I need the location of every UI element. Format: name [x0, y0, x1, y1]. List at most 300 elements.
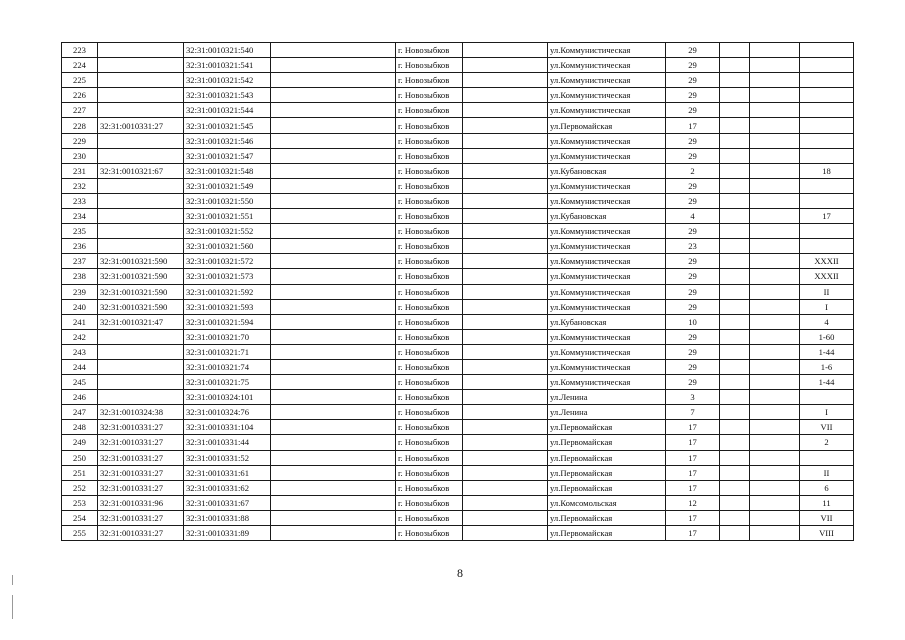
table-row	[62, 148, 854, 163]
cell-empty	[720, 73, 750, 88]
cell-city: г. Новозыбков	[396, 163, 463, 178]
cell-empty	[271, 178, 396, 193]
cell-street: ул.Коммунистическая	[548, 193, 666, 208]
cell-city: г. Новозыбков	[396, 510, 463, 525]
cell-number: 253	[62, 495, 98, 510]
cell-empty	[750, 254, 800, 269]
cell-empty	[750, 450, 800, 465]
cell-number: 237	[62, 254, 98, 269]
cell-parcel-cadastral	[98, 178, 184, 193]
cell-street: ул.Коммунистическая	[548, 133, 666, 148]
cell-empty	[271, 103, 396, 118]
cell-house: 29	[666, 269, 720, 284]
cell-parcel-cadastral	[98, 329, 184, 344]
cell-house: 4	[666, 209, 720, 224]
table-row	[62, 133, 854, 148]
cell-empty	[463, 254, 548, 269]
cell-apartment: 11	[800, 495, 854, 510]
cell-parcel-cadastral: 32:31:0010331:27	[98, 480, 184, 495]
cell-empty	[463, 103, 548, 118]
cell-city: г. Новозыбков	[396, 329, 463, 344]
cell-object-cadastral: 32:31:0010321:594	[184, 314, 271, 329]
cell-empty	[271, 43, 396, 58]
cell-empty	[720, 148, 750, 163]
cell-empty	[750, 359, 800, 374]
cell-street: ул.Первомайская	[548, 435, 666, 450]
cell-object-cadastral: 32:31:0010331:88	[184, 510, 271, 525]
cell-apartment	[800, 103, 854, 118]
cell-object-cadastral: 32:31:0010321:592	[184, 284, 271, 299]
cell-city: г. Новозыбков	[396, 450, 463, 465]
cell-apartment	[800, 118, 854, 133]
cell-house: 17	[666, 420, 720, 435]
cell-empty	[720, 435, 750, 450]
cell-street: ул.Первомайская	[548, 480, 666, 495]
table-row	[62, 58, 854, 73]
cell-number: 241	[62, 314, 98, 329]
cell-number: 234	[62, 209, 98, 224]
cell-empty	[271, 254, 396, 269]
cell-city: г. Новозыбков	[396, 118, 463, 133]
cell-parcel-cadastral	[98, 375, 184, 390]
cell-empty	[463, 344, 548, 359]
cell-object-cadastral: 32:31:0010321:542	[184, 73, 271, 88]
cell-object-cadastral: 32:31:0010321:75	[184, 375, 271, 390]
page-number: 8	[457, 566, 463, 580]
cell-house: 29	[666, 254, 720, 269]
cell-empty	[750, 239, 800, 254]
cell-object-cadastral: 32:31:0010321:573	[184, 269, 271, 284]
cell-object-cadastral: 32:31:0010321:548	[184, 163, 271, 178]
cell-empty	[750, 329, 800, 344]
cell-empty	[463, 435, 548, 450]
cell-house: 29	[666, 58, 720, 73]
cell-empty	[271, 88, 396, 103]
cell-city: г. Новозыбков	[396, 88, 463, 103]
cell-street: ул.Коммунистическая	[548, 344, 666, 359]
cell-number: 244	[62, 359, 98, 374]
cell-empty	[463, 148, 548, 163]
cell-apartment	[800, 58, 854, 73]
cell-empty	[271, 58, 396, 73]
table-row	[62, 239, 854, 254]
cell-object-cadastral: 32:31:0010321:540	[184, 43, 271, 58]
cell-parcel-cadastral: 32:31:0010321:590	[98, 299, 184, 314]
cell-number: 223	[62, 43, 98, 58]
cell-street: ул.Коммунистическая	[548, 148, 666, 163]
cell-empty	[720, 510, 750, 525]
cell-city: г. Новозыбков	[396, 375, 463, 390]
cell-house: 17	[666, 118, 720, 133]
cell-city: г. Новозыбков	[396, 495, 463, 510]
cell-number: 240	[62, 299, 98, 314]
cell-street: ул.Ленина	[548, 390, 666, 405]
cell-empty	[720, 284, 750, 299]
cell-city: г. Новозыбков	[396, 435, 463, 450]
cell-city: г. Новозыбков	[396, 239, 463, 254]
cell-apartment: 1-44	[800, 344, 854, 359]
cell-apartment	[800, 224, 854, 239]
cell-apartment: 4	[800, 314, 854, 329]
cell-house: 29	[666, 133, 720, 148]
cell-parcel-cadastral	[98, 209, 184, 224]
cell-object-cadastral: 32:31:0010331:67	[184, 495, 271, 510]
cell-city: г. Новозыбков	[396, 178, 463, 193]
table-row	[62, 178, 854, 193]
cell-empty	[720, 209, 750, 224]
cell-parcel-cadastral: 32:31:0010321:590	[98, 254, 184, 269]
cell-object-cadastral: 32:31:0010321:550	[184, 193, 271, 208]
cell-city: г. Новозыбков	[396, 209, 463, 224]
cell-empty	[271, 420, 396, 435]
cell-street: ул.Коммунистическая	[548, 359, 666, 374]
cell-empty	[463, 359, 548, 374]
cell-street: ул.Кубановская	[548, 209, 666, 224]
cell-empty	[271, 224, 396, 239]
cell-apartment: VII	[800, 510, 854, 525]
cell-empty	[463, 480, 548, 495]
cell-street: ул.Коммунистическая	[548, 299, 666, 314]
cell-number: 242	[62, 329, 98, 344]
cell-empty	[271, 193, 396, 208]
cell-city: г. Новозыбков	[396, 480, 463, 495]
cell-house: 29	[666, 344, 720, 359]
cell-empty	[271, 344, 396, 359]
cell-apartment: 6	[800, 480, 854, 495]
cell-street: ул.Коммунистическая	[548, 73, 666, 88]
cell-number: 228	[62, 118, 98, 133]
cell-house: 17	[666, 465, 720, 480]
table-row	[62, 118, 854, 133]
cell-object-cadastral: 32:31:0010321:70	[184, 329, 271, 344]
cell-empty	[463, 133, 548, 148]
register-body	[62, 43, 854, 541]
cell-empty	[463, 329, 548, 344]
cell-empty	[720, 133, 750, 148]
cell-city: г. Новозыбков	[396, 299, 463, 314]
cell-parcel-cadastral	[98, 224, 184, 239]
cell-empty	[463, 163, 548, 178]
cell-house: 29	[666, 359, 720, 374]
cell-apartment: 17	[800, 209, 854, 224]
cell-apartment	[800, 88, 854, 103]
cell-house: 10	[666, 314, 720, 329]
cell-object-cadastral: 32:31:0010331:44	[184, 435, 271, 450]
cell-house: 29	[666, 43, 720, 58]
cell-empty	[271, 510, 396, 525]
cell-object-cadastral: 32:31:0010331:104	[184, 420, 271, 435]
cell-empty	[720, 344, 750, 359]
cell-empty	[271, 480, 396, 495]
table-row	[62, 314, 854, 329]
cell-empty	[750, 43, 800, 58]
cell-empty	[720, 224, 750, 239]
cell-house: 29	[666, 88, 720, 103]
cell-empty	[750, 526, 800, 541]
cell-empty	[463, 299, 548, 314]
cell-number: 255	[62, 526, 98, 541]
cell-object-cadastral: 32:31:0010321:541	[184, 58, 271, 73]
cell-object-cadastral: 32:31:0010321:543	[184, 88, 271, 103]
cell-apartment	[800, 43, 854, 58]
cell-street: ул.Коммунистическая	[548, 178, 666, 193]
cell-empty	[720, 450, 750, 465]
cell-street: ул.Кубановская	[548, 163, 666, 178]
table-row	[62, 43, 854, 58]
cell-city: г. Новозыбков	[396, 103, 463, 118]
cell-empty	[750, 465, 800, 480]
cell-empty	[271, 450, 396, 465]
cell-object-cadastral: 32:31:0010321:546	[184, 133, 271, 148]
cell-apartment	[800, 390, 854, 405]
cell-street: ул.Коммунистическая	[548, 88, 666, 103]
cell-empty	[463, 269, 548, 284]
cell-empty	[720, 359, 750, 374]
cell-object-cadastral: 32:31:0010321:545	[184, 118, 271, 133]
cell-city: г. Новозыбков	[396, 344, 463, 359]
cell-apartment: I	[800, 299, 854, 314]
cell-parcel-cadastral: 32:31:0010331:27	[98, 465, 184, 480]
cell-empty	[750, 510, 800, 525]
cell-empty	[750, 344, 800, 359]
cell-house: 29	[666, 329, 720, 344]
cell-empty	[463, 118, 548, 133]
cell-house: 29	[666, 284, 720, 299]
cell-apartment: 1-6	[800, 359, 854, 374]
cell-city: г. Новозыбков	[396, 465, 463, 480]
cell-city: г. Новозыбков	[396, 359, 463, 374]
cell-empty	[750, 314, 800, 329]
cell-number: 225	[62, 73, 98, 88]
cell-house: 17	[666, 526, 720, 541]
cell-object-cadastral: 32:31:0010321:572	[184, 254, 271, 269]
cell-parcel-cadastral: 32:31:0010324:38	[98, 405, 184, 420]
cell-parcel-cadastral: 32:31:0010331:27	[98, 420, 184, 435]
cell-empty	[271, 314, 396, 329]
cell-empty	[720, 299, 750, 314]
cell-apartment	[800, 178, 854, 193]
cell-apartment: VII	[800, 420, 854, 435]
cell-parcel-cadastral: 32:31:0010321:590	[98, 269, 184, 284]
cell-empty	[463, 510, 548, 525]
table-row	[62, 163, 854, 178]
cell-street: ул.Первомайская	[548, 465, 666, 480]
cell-city: г. Новозыбков	[396, 254, 463, 269]
table-row	[62, 299, 854, 314]
cell-parcel-cadastral	[98, 133, 184, 148]
cell-empty	[271, 465, 396, 480]
cell-object-cadastral: 32:31:0010321:549	[184, 178, 271, 193]
table-row	[62, 269, 854, 284]
cell-empty	[720, 390, 750, 405]
cell-house: 29	[666, 375, 720, 390]
cell-street: ул.Первомайская	[548, 510, 666, 525]
cell-object-cadastral: 32:31:0010321:71	[184, 344, 271, 359]
cell-parcel-cadastral	[98, 239, 184, 254]
cell-empty	[750, 163, 800, 178]
cell-object-cadastral: 32:31:0010324:76	[184, 405, 271, 420]
table-row	[62, 344, 854, 359]
table-row	[62, 359, 854, 374]
table-row	[62, 209, 854, 224]
cell-empty	[750, 148, 800, 163]
table-row	[62, 526, 854, 541]
cell-parcel-cadastral	[98, 359, 184, 374]
cell-number: 227	[62, 103, 98, 118]
cell-house: 17	[666, 510, 720, 525]
cell-empty	[463, 405, 548, 420]
cell-empty	[750, 299, 800, 314]
cell-empty	[463, 58, 548, 73]
cell-city: г. Новозыбков	[396, 526, 463, 541]
cell-parcel-cadastral	[98, 344, 184, 359]
table-row	[62, 329, 854, 344]
cell-empty	[463, 73, 548, 88]
cell-empty	[463, 284, 548, 299]
cell-parcel-cadastral: 32:31:0010331:27	[98, 118, 184, 133]
cell-house: 29	[666, 148, 720, 163]
table-row	[62, 375, 854, 390]
cell-empty	[720, 178, 750, 193]
cell-apartment: 18	[800, 163, 854, 178]
cell-number: 252	[62, 480, 98, 495]
cell-number: 247	[62, 405, 98, 420]
cell-empty	[271, 390, 396, 405]
cell-empty	[271, 269, 396, 284]
cell-street: ул.Коммунистическая	[548, 254, 666, 269]
cell-object-cadastral: 32:31:0010321:551	[184, 209, 271, 224]
cell-empty	[750, 88, 800, 103]
cell-number: 235	[62, 224, 98, 239]
cell-number: 246	[62, 390, 98, 405]
cell-apartment	[800, 73, 854, 88]
cell-number: 232	[62, 178, 98, 193]
cell-empty	[720, 58, 750, 73]
cell-empty	[463, 450, 548, 465]
cell-street: ул.Коммунистическая	[548, 269, 666, 284]
cell-apartment	[800, 133, 854, 148]
cell-empty	[750, 284, 800, 299]
cell-empty	[750, 133, 800, 148]
cell-street: ул.Первомайская	[548, 526, 666, 541]
cell-city: г. Новозыбков	[396, 390, 463, 405]
cell-empty	[750, 224, 800, 239]
cell-empty	[750, 269, 800, 284]
cell-empty	[720, 88, 750, 103]
cell-parcel-cadastral: 32:31:0010331:27	[98, 510, 184, 525]
cell-empty	[463, 314, 548, 329]
cell-empty	[271, 495, 396, 510]
table-row	[62, 435, 854, 450]
cell-empty	[271, 405, 396, 420]
cell-house: 29	[666, 224, 720, 239]
cell-empty	[271, 239, 396, 254]
cell-empty	[720, 329, 750, 344]
cell-parcel-cadastral	[98, 43, 184, 58]
cell-object-cadastral: 32:31:0010321:74	[184, 359, 271, 374]
cell-street: ул.Коммунистическая	[548, 43, 666, 58]
cell-empty	[463, 495, 548, 510]
table-row	[62, 254, 854, 269]
cell-house: 17	[666, 480, 720, 495]
cell-apartment: VIII	[800, 526, 854, 541]
cell-empty	[750, 73, 800, 88]
cell-empty	[271, 329, 396, 344]
cell-city: г. Новозыбков	[396, 284, 463, 299]
cell-city: г. Новозыбков	[396, 224, 463, 239]
scan-artifact	[12, 575, 13, 585]
cell-house: 2	[666, 163, 720, 178]
cell-city: г. Новозыбков	[396, 314, 463, 329]
cell-empty	[271, 73, 396, 88]
cell-number: 238	[62, 269, 98, 284]
cell-street: ул.Коммунистическая	[548, 284, 666, 299]
cell-city: г. Новозыбков	[396, 148, 463, 163]
cell-number: 224	[62, 58, 98, 73]
cell-apartment: I	[800, 405, 854, 420]
cell-empty	[750, 480, 800, 495]
cell-object-cadastral: 32:31:0010331:62	[184, 480, 271, 495]
cell-empty	[750, 405, 800, 420]
cell-street: ул.Коммунистическая	[548, 103, 666, 118]
cell-house: 29	[666, 73, 720, 88]
cell-empty	[271, 526, 396, 541]
cell-empty	[271, 148, 396, 163]
cell-number: 229	[62, 133, 98, 148]
cell-object-cadastral: 32:31:0010321:552	[184, 224, 271, 239]
cell-number: 249	[62, 435, 98, 450]
cell-object-cadastral: 32:31:0010331:89	[184, 526, 271, 541]
cell-number: 236	[62, 239, 98, 254]
cell-parcel-cadastral: 32:31:0010321:590	[98, 284, 184, 299]
cell-empty	[750, 420, 800, 435]
table-row	[62, 450, 854, 465]
table-row	[62, 465, 854, 480]
cell-empty	[720, 43, 750, 58]
cell-apartment: II	[800, 465, 854, 480]
cell-street: ул.Кубановская	[548, 314, 666, 329]
table-row	[62, 103, 854, 118]
cell-empty	[720, 465, 750, 480]
cell-apartment	[800, 148, 854, 163]
cell-empty	[750, 193, 800, 208]
cell-empty	[463, 209, 548, 224]
cell-number: 243	[62, 344, 98, 359]
cell-house: 7	[666, 405, 720, 420]
table-row	[62, 73, 854, 88]
cell-parcel-cadastral	[98, 148, 184, 163]
cell-empty	[463, 43, 548, 58]
cell-street: ул.Коммунистическая	[548, 375, 666, 390]
scan-artifact	[12, 595, 13, 619]
cell-street: ул.Первомайская	[548, 450, 666, 465]
table-row	[62, 495, 854, 510]
cell-empty	[750, 209, 800, 224]
cell-empty	[750, 495, 800, 510]
cell-street: ул.Ленина	[548, 405, 666, 420]
cell-object-cadastral: 32:31:0010321:593	[184, 299, 271, 314]
cell-object-cadastral: 32:31:0010331:61	[184, 465, 271, 480]
cell-empty	[750, 58, 800, 73]
cell-parcel-cadastral: 32:31:0010321:67	[98, 163, 184, 178]
cell-house: 12	[666, 495, 720, 510]
cell-street: ул.Коммунистическая	[548, 239, 666, 254]
cell-street: ул.Первомайская	[548, 118, 666, 133]
cell-parcel-cadastral	[98, 73, 184, 88]
cell-parcel-cadastral: 32:31:0010331:27	[98, 526, 184, 541]
cell-object-cadastral: 32:31:0010321:544	[184, 103, 271, 118]
cell-city: г. Новозыбков	[396, 405, 463, 420]
